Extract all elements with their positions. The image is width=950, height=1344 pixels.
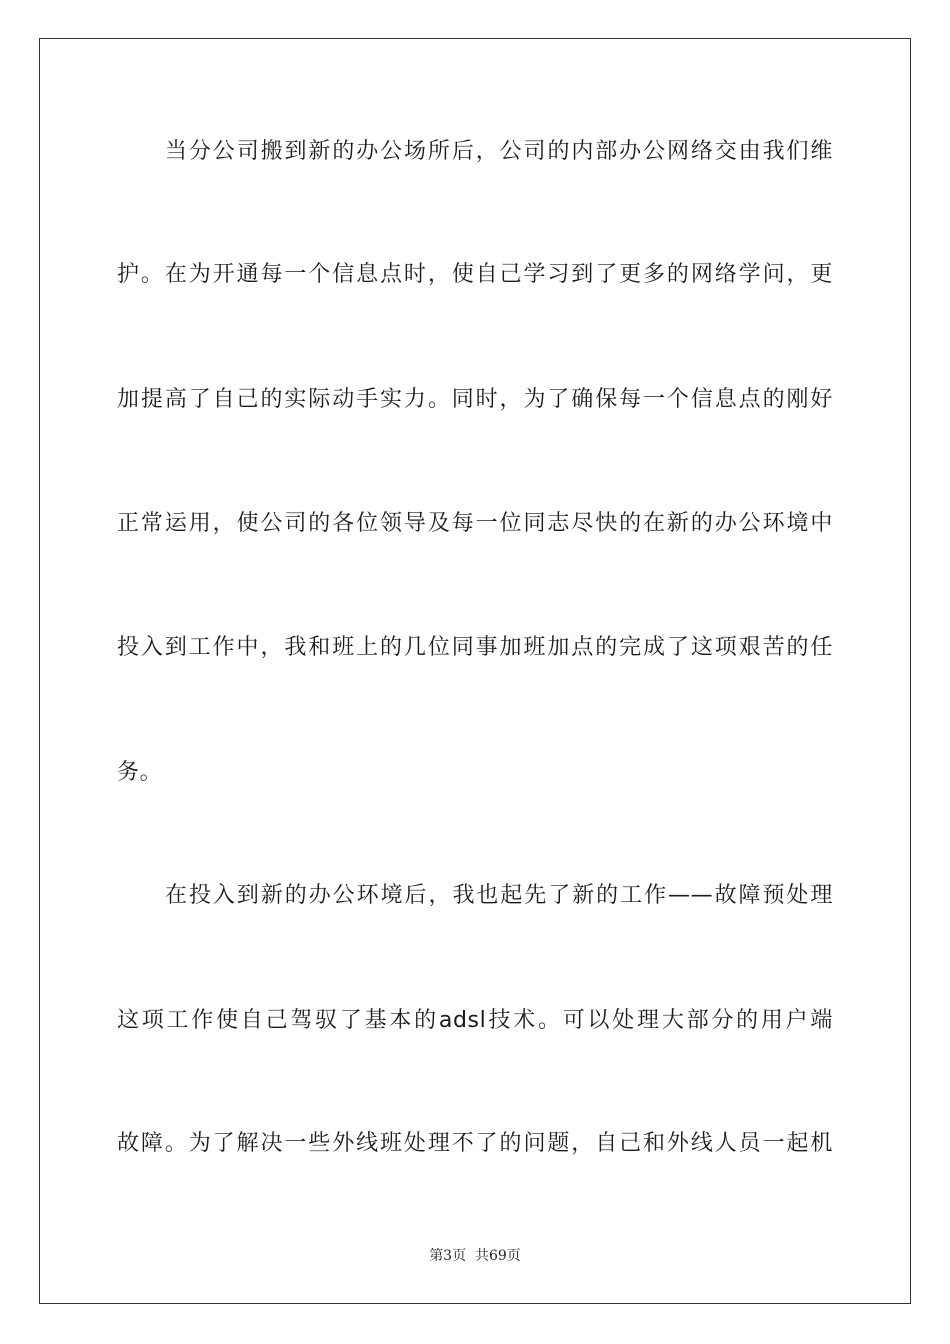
paragraph-1-line-5: 投入到工作中，我和班上的几位同事加班加点的完成了这项艰苦的任 bbox=[117, 635, 833, 660]
paragraph-2-line-2: 这项工作使自己驾驭了基本的adsl技术。可以处理大部分的用户端 bbox=[117, 1008, 833, 1033]
paragraph-1-line-1: 当分公司搬到新的办公场所后，公司的内部办公网络交由我们维 bbox=[165, 139, 833, 164]
page-border bbox=[39, 38, 911, 1304]
paragraph-1-line-2: 护。在为开通每一个信息点时，使自己学习到了更多的网络学问，更 bbox=[117, 262, 833, 287]
page-number: 第3页 共69页 bbox=[429, 1248, 521, 1264]
paragraph-2-line-1: 在投入到新的办公环境后，我也起先了新的工作——故障预处理 bbox=[165, 883, 833, 908]
paragraph-1-line-4: 正常运用，使公司的各位领导及每一位同志尽快的在新的办公环境中 bbox=[117, 511, 833, 536]
paragraph-1-line-6: 务。 bbox=[117, 760, 163, 785]
paragraph-2-line-3: 故障。为了解决一些外线班处理不了的问题，自己和外线人员一起机 bbox=[117, 1131, 833, 1156]
paragraph-1-line-3: 加提高了自己的实际动手实力。同时，为了确保每一个信息点的刚好 bbox=[117, 387, 833, 412]
